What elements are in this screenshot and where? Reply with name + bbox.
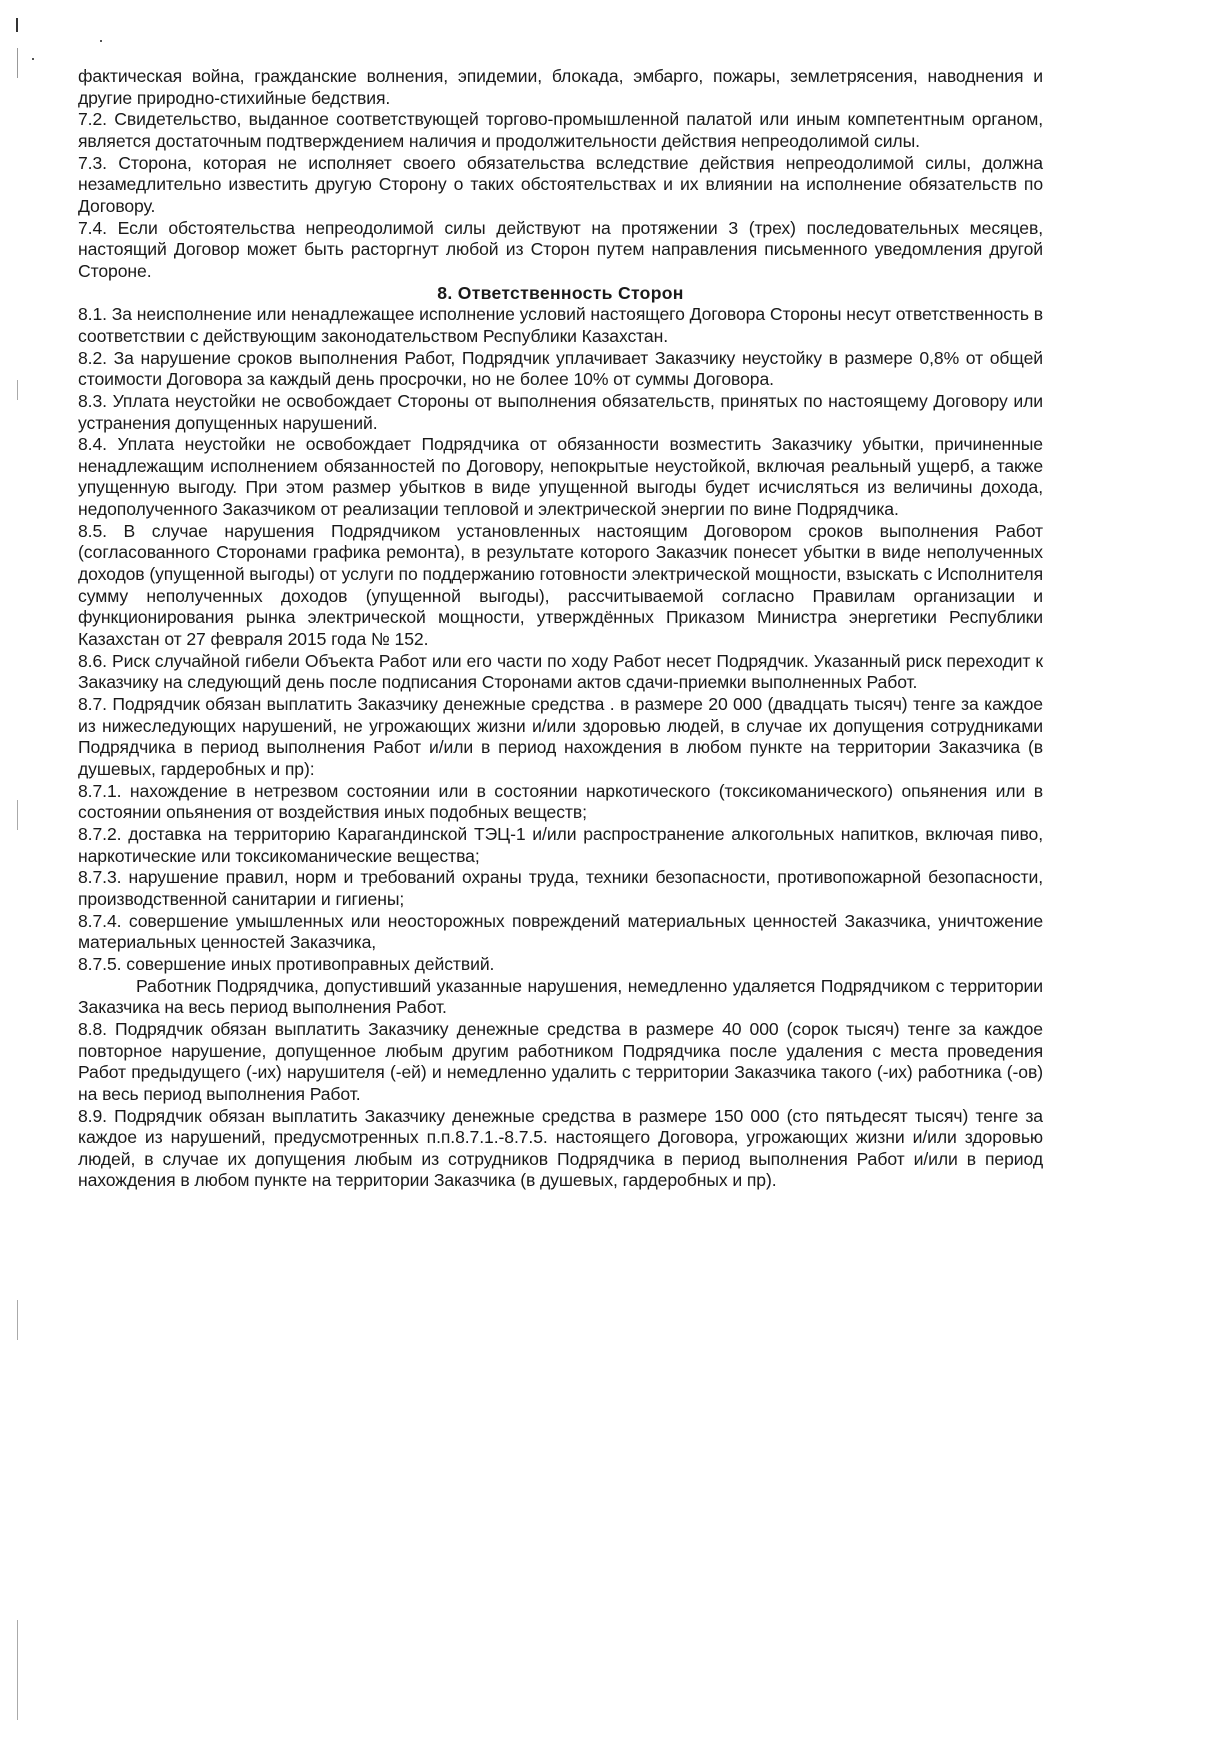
paragraph-8-4: 8.4. Уплата неустойки не освобождает Подрядчика от обязанности возместить Заказчику убытки, причиненные ненадлежащим исполнением обязанностей по Договору, непокрытые неустойкой, включая реальный ущерб, а также упущенную выгоду. При этом размер убытков в виде упущенной выгоды будет исчисляться из величины дохода, недополученного Заказчиком от реализации тепловой и электрической энергии по вине Подрядчика. bbox=[78, 434, 1043, 520]
document-page bbox=[78, 66, 1043, 1192]
paragraph-8-9: 8.9. Подрядчик обязан выплатить Заказчику денежные средства в размере 150 000 (сто пятьдесят тысяч) тенге за каждое из нарушений, предусмотренных п.п.8.7.1.-8.7.5. настоящего Договора, угрожающих жизни и/или здоровью людей, в случае их допущения любым из сотрудников Подрядчика в период выполнения Работ и/или в период нахождения в любом пункте на территории Заказчика (в душевых, гардеробных и пр). bbox=[78, 1105, 1043, 1191]
paragraph-8-2: 8.2. За нарушение сроков выполнения Работ, Подрядчик уплачивает Заказчику неустойку в размере 0,8% от общей стоимости Договора за каждый день просрочки, но не более 10% от суммы Договора. bbox=[78, 347, 1043, 390]
scan-margin-mark bbox=[16, 18, 18, 32]
paragraph-7-1-continued: фактическая война, гражданские волнения, эпидемии, блокада, эмбарго, пожары, землетрясения, наводнения и другие природно-стихийные бедствия. bbox=[78, 66, 1043, 108]
paragraph-8-5: 8.5. В случае нарушения Подрядчиком установленных настоящим Договором сроков выполнения Работ (согласованного Сторонами графика ремонта), в результате которого Заказчик понесет убытки в виде неполученных доходов (упущенной выгоды) от услуги по поддержанию готовности электрической мощности, взыскать с Исполнителя сумму неполученных доходов (упущенной выгоды), рассчитываемой согласно Правилам организации и функционирования рынка электрической мощности, утверждённых Приказом Министра энергетики Республики Казахстан от 27 февраля 2015 года № 152. bbox=[78, 520, 1043, 650]
scan-speck bbox=[100, 40, 102, 42]
scan-speck bbox=[32, 58, 34, 60]
paragraph-7-4: 7.4. Если обстоятельства непреодолимой силы действуют на протяжении 3 (трех) последовательных месяцев, настоящий Договор может быть расторгнут любой из Сторон путем направления письменного уведомления другой Стороне. bbox=[78, 217, 1043, 281]
paragraph-7-2: 7.2. Свидетельство, выданное соответствующей торгово-промышленной палатой или иным компетентным органом, является достаточным подтверждением наличия и продолжительности действия непреодолимой силы. bbox=[78, 109, 1043, 151]
scan-margin-mark bbox=[17, 1620, 18, 1720]
scan-margin-mark bbox=[17, 380, 18, 400]
paragraph-8-7-5: 8.7.5. совершение иных противоправных действий. bbox=[78, 953, 495, 974]
paragraph-8-7: 8.7. Подрядчик обязан выплатить Заказчику денежные средства . в размере 20 000 (двадцать тысяч) тенге за каждое из нижеследующих нарушений, не угрожающих жизни и/или здоровью людей, в случае их допущения сотрудниками Подрядчика в период выполнения Работ и/или в период нахождения в любом пункте на территории Заказчика (в душевых, гардеробных и пр): bbox=[78, 694, 1043, 779]
paragraph-8-8: 8.8. Подрядчик обязан выплатить Заказчику денежные средства в размере 40 000 (сорок тысяч) тенге за каждое повторное нарушение, допущенное любым другим работником Подрядчика после удаления с места проведения Работ предыдущего (-их) нарушителя (-ей) и немедленно удалить с территории Заказчика такого (-их) работника (-ов) на весь период выполнения Работ. bbox=[78, 1018, 1043, 1104]
paragraph-8-7-1: 8.7.1. нахождение в нетрезвом состоянии или в состоянии наркотического (токсикоманического) опьянения или в состоянии опьянения от воздействия иных подобных веществ; bbox=[78, 780, 1043, 823]
paragraph-8-3: 8.3. Уплата неустойки не освобождает Стороны от выполнения обязательств, принятых по настоящему Договору или устранения допущенных нарушений. bbox=[78, 390, 1043, 433]
paragraph-8-7-2: 8.7.2. доставка на территорию Карагандинской ТЭЦ-1 и/или распространение алкогольных напитков, включая пиво, наркотические или токсикоманические вещества; bbox=[78, 823, 1043, 866]
paragraph-8-7-4: 8.7.4. совершение умышленных или неосторожных повреждений материальных ценностей Заказчика, уничтожение материальных ценностей Заказчика, bbox=[78, 910, 1043, 953]
paragraph-8-7-3: 8.7.3. нарушение правил, норм и требований охраны труда, техники безопасности, противопожарной безопасности, производственной санитарии и гигиены; bbox=[78, 867, 1043, 909]
paragraph-7-3: 7.3. Сторона, которая не исполняет своего обязательства вследствие действия непреодолимой силы, должна незамедлительно известить другую Сторону о таких обстоятельствах и их влиянии на исполнение обязательств по Договору. bbox=[78, 152, 1043, 216]
paragraph-8-7-note: Работник Подрядчика, допустивший указанные нарушения, немедленно удаляется Подрядчиком с территории Заказчика на весь период выполнения Работ. bbox=[78, 975, 1043, 1018]
scan-margin-mark bbox=[17, 800, 18, 830]
paragraph-8-1: 8.1. За неисполнение или ненадлежащее исполнение условий настоящего Договора Стороны несут ответственность в соответствии с действующим законодательством Республики Казахстан. bbox=[78, 304, 1043, 346]
scan-margin-mark bbox=[17, 1300, 18, 1340]
scan-margin-mark bbox=[17, 48, 18, 78]
section-8-heading: 8. Ответственность Сторон bbox=[437, 282, 684, 303]
paragraph-8-6: 8.6. Риск случайной гибели Объекта Работ или его части по ходу Работ несет Подрядчик. Указанный риск переходит к Заказчику на следующий день после подписания Сторонами актов сдачи-приемки выполненных Работ. bbox=[78, 650, 1043, 693]
